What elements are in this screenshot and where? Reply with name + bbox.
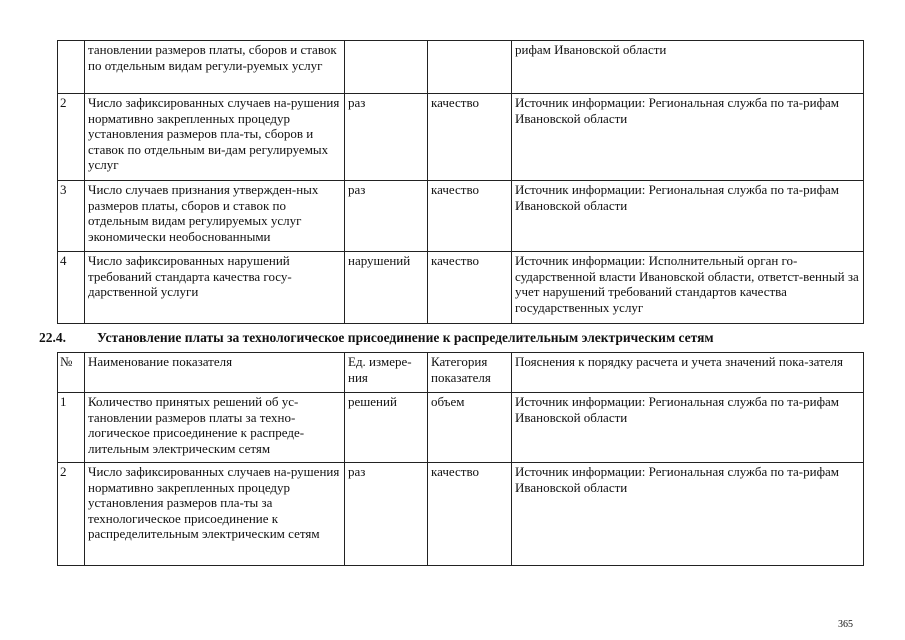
indicator-name: Число зафиксированных нарушений требований стандарта качества госу-дарственной услуги [85,252,345,324]
section-heading [39,330,879,346]
row-number [58,41,85,94]
calculation-note: Источник информации: Региональная служба по та-рифам Ивановской области [512,463,864,566]
calculation-note: Источник информации: Исполнительный орган го-сударственной власти Ивановской области, ответст-венный за учет нарушений требований стандартов качества государственных услуг [512,252,864,324]
unit-of-measure: решений [345,393,428,463]
indicator-name: Число зафиксированных случаев на-рушения нормативно закрепленных процедур установления размеров пла-ты за технологическое присоединение к распределительным электрическим сетям [85,463,345,566]
header-name: Наименование показателя [85,353,345,393]
indicator-category: качество [428,463,512,566]
indicator-category: качество [428,94,512,181]
indicator-name: тановлении размеров платы, сборов и ставок по отдельным видам регули-руемых услуг [85,41,345,94]
table-row [58,41,864,94]
table-header-row [58,353,864,393]
unit-of-measure: раз [345,463,428,566]
indicator-name: Число случаев признания утвержден-ных размеров платы, сборов и ставок по отдельным видам регулируемых услуг экономически необоснованными [85,181,345,252]
table-row [58,181,864,252]
indicator-name: Число зафиксированных случаев на-рушения нормативно закрепленных процедур установления размеров пла-ты, сборов и ставок по отдельным ви-дам регулируемых услуг [85,94,345,181]
section-number: 22.4. [39,330,66,345]
indicators-table-22-4 [57,352,864,566]
section-title: Установление платы за технологическое присоединение к распределительным электрическим сетям [97,330,714,345]
table-row [58,393,864,463]
indicator-category: качество [428,181,512,252]
row-number: 2 [58,94,85,181]
row-number: 2 [58,463,85,566]
header-category: Категория показателя [428,353,512,393]
calculation-note: Источник информации: Региональная служба по та-рифам Ивановской области [512,94,864,181]
header-note: Пояснения к порядку расчета и учета значений пока-зателя [512,353,864,393]
calculation-note: рифам Ивановской области [512,41,864,94]
calculation-note: Источник информации: Региональная служба по та-рифам Ивановской области [512,181,864,252]
unit-of-measure [345,41,428,94]
indicator-category [428,41,512,94]
calculation-note: Источник информации: Региональная служба по та-рифам Ивановской области [512,393,864,463]
row-number: 1 [58,393,85,463]
table-row [58,252,864,324]
table-row [58,94,864,181]
page-number: 365 [838,619,853,630]
row-number: 3 [58,181,85,252]
indicator-category: объем [428,393,512,463]
indicator-name: Количество принятых решений об ус-тановлении размеров платы за техно-логическое присоединение к распреде-лительным электрическим сетям [85,393,345,463]
unit-of-measure: нарушений [345,252,428,324]
header-num: № [58,353,85,393]
table-row [58,463,864,566]
indicator-category: качество [428,252,512,324]
indicators-table-continued [57,40,864,324]
unit-of-measure: раз [345,94,428,181]
unit-of-measure: раз [345,181,428,252]
header-unit: Ед. измере-ния [345,353,428,393]
row-number: 4 [58,252,85,324]
